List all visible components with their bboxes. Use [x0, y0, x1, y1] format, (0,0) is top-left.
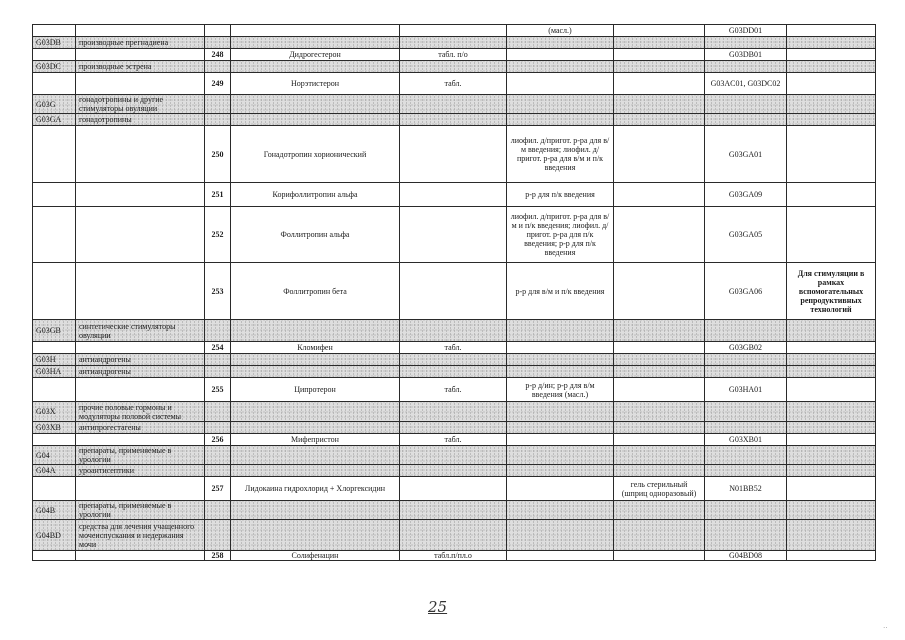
table-row	[33, 354, 876, 366]
atc-group-name	[76, 207, 205, 263]
table-row	[33, 422, 876, 434]
row-number	[205, 61, 231, 73]
atc-group-name	[76, 183, 205, 207]
atx-code	[705, 465, 787, 477]
dosage-form-tablet	[400, 320, 507, 342]
table-row	[33, 49, 876, 61]
drug-name	[231, 520, 400, 551]
dosage-form-other	[614, 61, 705, 73]
atc-group-name	[76, 25, 205, 37]
table-row	[33, 501, 876, 520]
table-row	[33, 366, 876, 378]
table-row	[33, 114, 876, 126]
drug-name: Мифепристон	[231, 434, 400, 446]
atx-code	[705, 61, 787, 73]
atc-group-name: прочие половые гормоны и модуляторы половой системы	[76, 402, 205, 422]
drug-name: Корифоллитропин альфа	[231, 183, 400, 207]
atc-group-name: производные прегнадиена	[76, 37, 205, 49]
atx-code: G03AC01, G03DC02	[705, 73, 787, 95]
usage-note	[787, 520, 876, 551]
dosage-form-other	[614, 378, 705, 402]
row-number: 254	[205, 342, 231, 354]
dosage-form-other	[614, 73, 705, 95]
atx-code: G04BD08	[705, 551, 787, 561]
usage-note	[787, 422, 876, 434]
drug-name	[231, 366, 400, 378]
usage-note	[787, 49, 876, 61]
table-row	[33, 434, 876, 446]
row-number	[205, 520, 231, 551]
atc-group-code: G03DB	[33, 37, 76, 49]
atx-code	[705, 37, 787, 49]
row-number	[205, 402, 231, 422]
row-number: 251	[205, 183, 231, 207]
row-number	[205, 114, 231, 126]
atx-code	[705, 422, 787, 434]
dosage-form-tablet	[400, 183, 507, 207]
atx-code	[705, 402, 787, 422]
table-row	[33, 378, 876, 402]
atc-group-name: уроантисептики	[76, 465, 205, 477]
atc-group-code: G04	[33, 446, 76, 465]
usage-note	[787, 354, 876, 366]
dosage-form-other	[614, 263, 705, 320]
dosage-form-other	[614, 551, 705, 561]
dosage-form-other	[614, 342, 705, 354]
atc-group-name: гонадотропины	[76, 114, 205, 126]
dosage-form-other	[614, 37, 705, 49]
atc-group-name	[76, 342, 205, 354]
atc-group-code	[33, 551, 76, 561]
drug-name	[231, 114, 400, 126]
dosage-form-tablet	[400, 37, 507, 49]
drug-name	[231, 465, 400, 477]
dosage-form-solution	[507, 501, 614, 520]
atc-group-name	[76, 263, 205, 320]
table-row	[33, 73, 876, 95]
dosage-form-solution: р-р для п/к введения	[507, 183, 614, 207]
dosage-form-tablet	[400, 422, 507, 434]
atc-group-code	[33, 434, 76, 446]
atc-group-code	[33, 207, 76, 263]
dosage-form-tablet	[400, 465, 507, 477]
row-number: 253	[205, 263, 231, 320]
row-number: 252	[205, 207, 231, 263]
atc-group-code: G04BD	[33, 520, 76, 551]
dosage-form-other	[614, 126, 705, 183]
dosage-form-solution: р-р для в/м и п/к введения	[507, 263, 614, 320]
table-row	[33, 37, 876, 49]
dosage-form-other	[614, 446, 705, 465]
atc-group-name	[76, 551, 205, 561]
dosage-form-tablet: табл.	[400, 73, 507, 95]
dosage-form-solution	[507, 61, 614, 73]
dosage-form-tablet	[400, 126, 507, 183]
row-number: 249	[205, 73, 231, 95]
table-row	[33, 402, 876, 422]
usage-note	[787, 366, 876, 378]
dosage-form-tablet	[400, 520, 507, 551]
dosage-form-solution	[507, 520, 614, 551]
drug-name	[231, 354, 400, 366]
drug-name	[231, 501, 400, 520]
drug-name	[231, 446, 400, 465]
table-row	[33, 320, 876, 342]
dosage-form-solution	[507, 422, 614, 434]
usage-note	[787, 465, 876, 477]
usage-note	[787, 114, 876, 126]
dosage-form-solution	[507, 49, 614, 61]
dosage-form-other	[614, 366, 705, 378]
usage-note: Для стимуляции в рамках вспомогательных репродуктивных технологий	[787, 263, 876, 320]
dosage-form-solution	[507, 551, 614, 561]
row-number	[205, 37, 231, 49]
dosage-form-other	[614, 520, 705, 551]
dosage-form-solution: лиофил. д/пригот. р-ра для в/м и п/к введения; лиофил. д/пригот. р-ра для п/к введения; р-р для п/к введения	[507, 207, 614, 263]
atx-code: G03GA01	[705, 126, 787, 183]
table-row	[33, 263, 876, 320]
drug-name: Дидрогестерон	[231, 49, 400, 61]
atx-code	[705, 354, 787, 366]
atc-group-name: препараты, применяемые в урологии	[76, 446, 205, 465]
drug-name	[231, 402, 400, 422]
atc-group-name: средства для лечения учащенного мочеиспускания и недержания мочи	[76, 520, 205, 551]
dosage-form-other	[614, 207, 705, 263]
atc-group-code: G03HA	[33, 366, 76, 378]
dosage-form-other	[614, 501, 705, 520]
atc-group-code: G04A	[33, 465, 76, 477]
usage-note	[787, 501, 876, 520]
dosage-form-solution	[507, 73, 614, 95]
dosage-form-other	[614, 25, 705, 37]
table-row	[33, 477, 876, 501]
atx-code: G03GA06	[705, 263, 787, 320]
dosage-form-other	[614, 422, 705, 434]
dosage-form-solution	[507, 366, 614, 378]
dosage-form-solution	[507, 37, 614, 49]
dosage-form-tablet	[400, 95, 507, 114]
row-number	[205, 446, 231, 465]
table-row	[33, 183, 876, 207]
atx-code: G03GA09	[705, 183, 787, 207]
row-number: 258	[205, 551, 231, 561]
drug-name	[231, 320, 400, 342]
drug-list-table	[32, 24, 876, 561]
atx-code	[705, 366, 787, 378]
atc-group-name	[76, 49, 205, 61]
atc-group-code	[33, 183, 76, 207]
usage-note	[787, 25, 876, 37]
row-number	[205, 320, 231, 342]
dosage-form-tablet	[400, 25, 507, 37]
dosage-form-solution	[507, 320, 614, 342]
dosage-form-tablet	[400, 477, 507, 501]
dosage-form-tablet	[400, 263, 507, 320]
drug-name	[231, 422, 400, 434]
row-number	[205, 366, 231, 378]
dosage-form-other	[614, 354, 705, 366]
row-number: 248	[205, 49, 231, 61]
atx-code	[705, 446, 787, 465]
atc-group-code	[33, 477, 76, 501]
dosage-form-solution	[507, 477, 614, 501]
usage-note	[787, 207, 876, 263]
usage-note	[787, 126, 876, 183]
dosage-form-tablet	[400, 207, 507, 263]
drug-name: Кломифен	[231, 342, 400, 354]
dosage-form-solution	[507, 465, 614, 477]
row-number	[205, 354, 231, 366]
atc-group-code: G03GA	[33, 114, 76, 126]
table-row	[33, 61, 876, 73]
atc-group-name: производные эстрена	[76, 61, 205, 73]
table-row	[33, 25, 876, 37]
atx-code: G03DB01	[705, 49, 787, 61]
drug-name: Лидокаина гидрохлорид + Хлоргексидин	[231, 477, 400, 501]
atc-group-name	[76, 378, 205, 402]
usage-note	[787, 446, 876, 465]
usage-note	[787, 551, 876, 561]
atx-code: G03GB02	[705, 342, 787, 354]
usage-note	[787, 477, 876, 501]
page-number: 25	[428, 598, 448, 616]
atc-group-code	[33, 378, 76, 402]
row-number	[205, 25, 231, 37]
dosage-form-tablet	[400, 402, 507, 422]
usage-note	[787, 73, 876, 95]
drug-name	[231, 25, 400, 37]
dosage-form-solution	[507, 354, 614, 366]
usage-note	[787, 342, 876, 354]
atc-group-code: G03XB	[33, 422, 76, 434]
dosage-form-other	[614, 114, 705, 126]
usage-note	[787, 183, 876, 207]
dosage-form-other	[614, 183, 705, 207]
dosage-form-tablet	[400, 446, 507, 465]
dosage-form-solution	[507, 434, 614, 446]
usage-note	[787, 378, 876, 402]
atx-code: G03GA05	[705, 207, 787, 263]
atc-group-code	[33, 73, 76, 95]
dosage-form-tablet	[400, 501, 507, 520]
dosage-form-tablet: табл.п/пл.о	[400, 551, 507, 561]
atc-group-code	[33, 49, 76, 61]
atc-group-code: G03H	[33, 354, 76, 366]
usage-note	[787, 402, 876, 422]
usage-note	[787, 61, 876, 73]
atc-group-code: G03DC	[33, 61, 76, 73]
row-number	[205, 422, 231, 434]
table-row	[33, 207, 876, 263]
table-row	[33, 126, 876, 183]
usage-note	[787, 320, 876, 342]
table-row	[33, 465, 876, 477]
row-number	[205, 501, 231, 520]
dosage-form-tablet: табл.	[400, 434, 507, 446]
dosage-form-solution	[507, 342, 614, 354]
atc-group-name	[76, 434, 205, 446]
atc-group-code: G03X	[33, 402, 76, 422]
usage-note	[787, 434, 876, 446]
atc-group-name	[76, 73, 205, 95]
dosage-form-other: гель стерильный (шприц одноразовый)	[614, 477, 705, 501]
row-number: 257	[205, 477, 231, 501]
atc-group-code	[33, 263, 76, 320]
atc-group-name: препараты, применяемые в урологии	[76, 501, 205, 520]
atx-code: N01BB52	[705, 477, 787, 501]
dosage-form-tablet: табл.	[400, 378, 507, 402]
usage-note	[787, 37, 876, 49]
atx-code: G03DD01	[705, 25, 787, 37]
dosage-form-tablet: табл.	[400, 342, 507, 354]
dosage-form-tablet	[400, 114, 507, 126]
dosage-form-tablet	[400, 61, 507, 73]
dosage-form-other	[614, 434, 705, 446]
drug-name: Фоллитропин альфа	[231, 207, 400, 263]
atc-group-name	[76, 477, 205, 501]
drug-name: Солифенацин	[231, 551, 400, 561]
table-row	[33, 342, 876, 354]
atx-code	[705, 95, 787, 114]
row-number: 250	[205, 126, 231, 183]
dosage-form-solution	[507, 95, 614, 114]
dosage-form-tablet: табл. п/о	[400, 49, 507, 61]
table-row	[33, 520, 876, 551]
dosage-form-other	[614, 465, 705, 477]
atc-group-code: G04B	[33, 501, 76, 520]
drug-name	[231, 95, 400, 114]
atc-group-code	[33, 342, 76, 354]
atc-group-code: G03G	[33, 95, 76, 114]
dosage-form-other	[614, 402, 705, 422]
dosage-form-other	[614, 95, 705, 114]
atc-group-code	[33, 25, 76, 37]
atx-code	[705, 520, 787, 551]
row-number	[205, 95, 231, 114]
row-number: 255	[205, 378, 231, 402]
atc-group-name	[76, 126, 205, 183]
atc-group-name: антипрогестагены	[76, 422, 205, 434]
drug-name: Фоллитропин бета	[231, 263, 400, 320]
atc-group-name: антиандрогены	[76, 354, 205, 366]
dosage-form-tablet	[400, 366, 507, 378]
table-row	[33, 95, 876, 114]
atx-code	[705, 320, 787, 342]
dosage-form-other	[614, 320, 705, 342]
atc-group-name: синтетические стимуляторы овуляции	[76, 320, 205, 342]
dosage-form-solution: лиофил. д/пригот. р-ра для в/м введения; лиофил. д/пригот. р-ра для в/м и п/к введения	[507, 126, 614, 183]
drug-name: Гонадотропин хорионический	[231, 126, 400, 183]
atx-code: G03XB01	[705, 434, 787, 446]
drug-name: Норэтистерон	[231, 73, 400, 95]
row-number	[205, 465, 231, 477]
table-row	[33, 446, 876, 465]
dosage-form-solution: (масл.)	[507, 25, 614, 37]
atc-group-code	[33, 126, 76, 183]
dosage-form-other	[614, 49, 705, 61]
atx-code: G03HA01	[705, 378, 787, 402]
drug-name: Ципротерон	[231, 378, 400, 402]
atx-code	[705, 501, 787, 520]
usage-note	[787, 95, 876, 114]
table-row	[33, 551, 876, 561]
row-number: 256	[205, 434, 231, 446]
atc-group-code: G03GB	[33, 320, 76, 342]
dosage-form-tablet	[400, 354, 507, 366]
margin-mark: ··	[883, 624, 888, 632]
drug-name	[231, 37, 400, 49]
atc-group-name: гонадотропины и другие стимуляторы овуляции	[76, 95, 205, 114]
dosage-form-solution	[507, 114, 614, 126]
dosage-form-solution	[507, 446, 614, 465]
dosage-form-solution	[507, 402, 614, 422]
atc-group-name: антиандрогены	[76, 366, 205, 378]
atx-code	[705, 114, 787, 126]
dosage-form-solution: р-р д/ин; р-р для в/м введения (масл.)	[507, 378, 614, 402]
drug-name	[231, 61, 400, 73]
